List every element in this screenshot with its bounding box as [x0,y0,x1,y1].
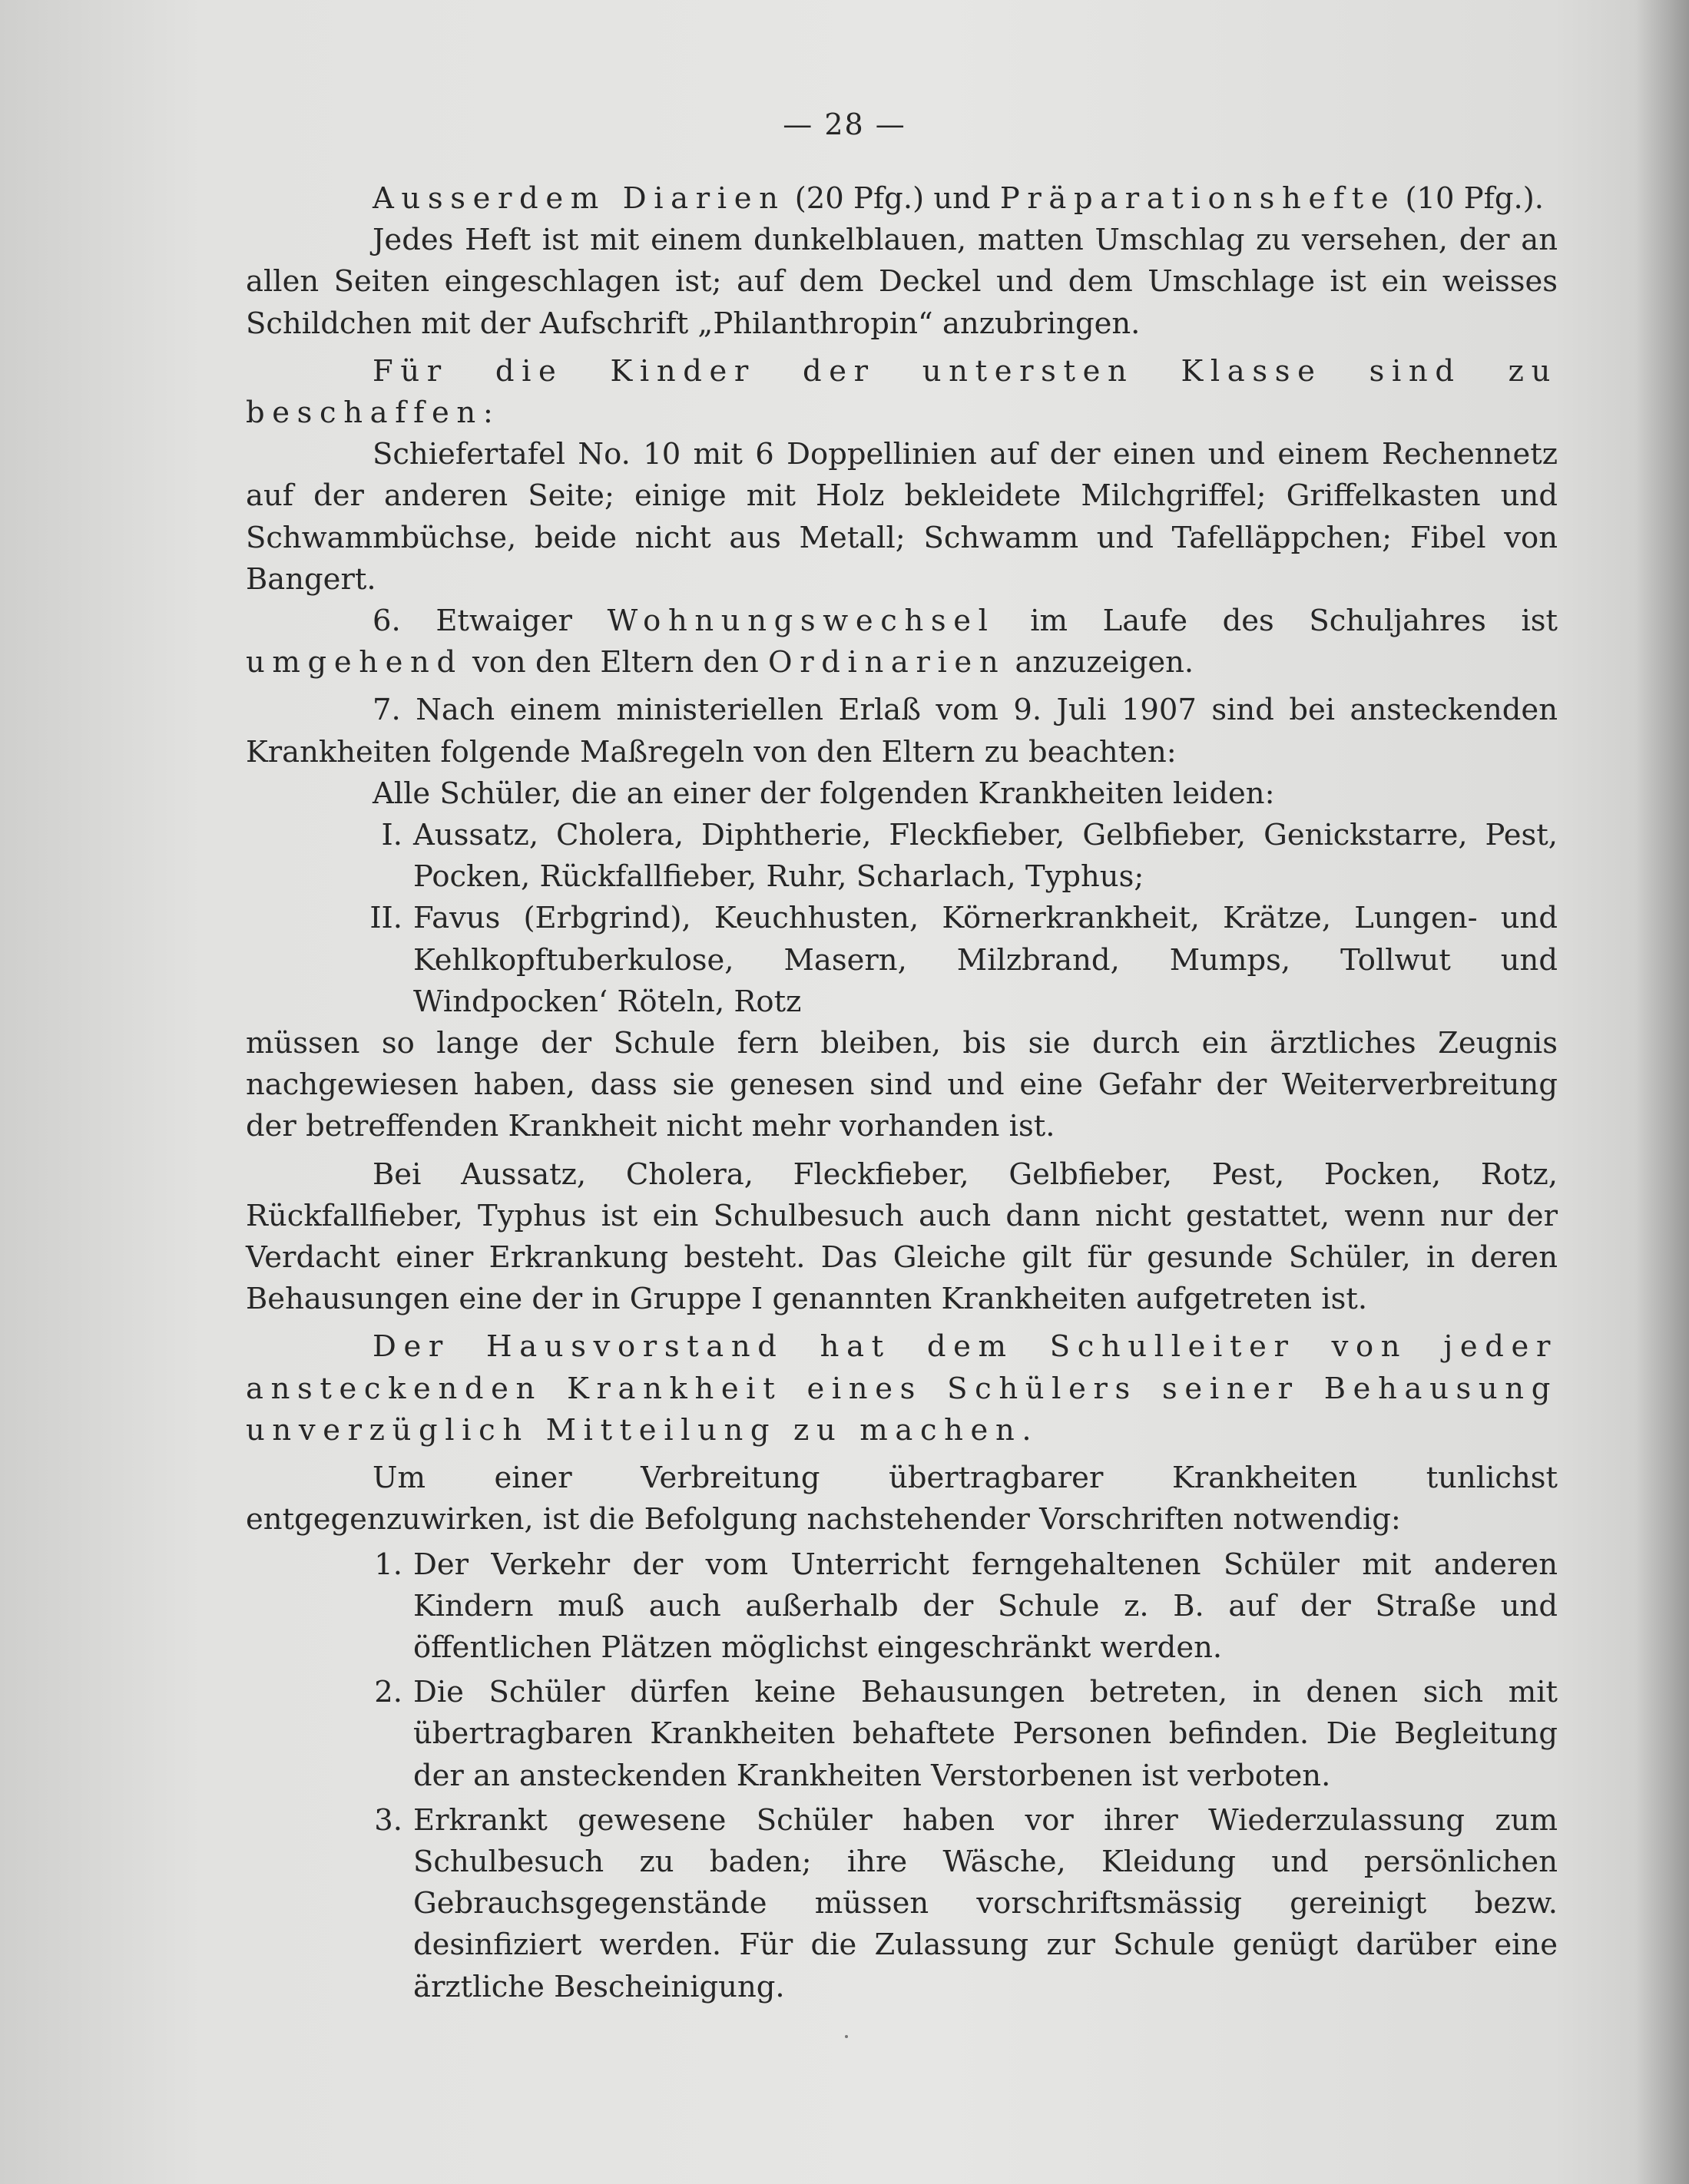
p6-part-a: 6. Etwaiger [373,604,608,639]
materials-price-1: (20 Pfg.) und [785,181,1000,216]
paragraph-verbreitung: Um einer Verbreitung übertragbarer Krankheiten tunlichst entgegenzuwirken, ist die Befolgung nachstehender Vorschriften notwendig: [246,1461,1558,1537]
group-2-text: Favus (Erbgrind), Keuchhusten, Körnerkrankheit, Krätze, Lungen- und Kehlkopftuberkulose, Masern, Milzbrand, Mumps, Tollwut und Windpocken‘ Röteln, Rotz [413,901,1558,1019]
paragraph-hausvorstand: Der Hausvorstand hat dem Schulleiter von jeder ansteckenden Krankheit eines Schülers seiner Behausung unverzüglich Mitteilung zu machen. [246,1329,1558,1448]
rule-2-text: Die Schüler dürfen keine Behausungen betreten, in denen sich mit übertragbaren Krankheiten behaftete Personen befinden. Die Begleitung der an ansteckenden Krankheiten Verstorbenen ist verboten. [413,1675,1558,1793]
p6-part-c: im Laufe des Schuljahres ist [995,604,1558,639]
rule-item [246,1544,1558,1669]
ink-speck [845,2035,848,2038]
paragraph-alle-schueler: Alle Schüler, die an einer der folgenden Krankheiten leiden: [373,776,1275,811]
page-number: — 28 — [783,108,906,141]
rule-3-text: Erkrankt gewesene Schüler haben vor ihrer Wiederzulassung zum Schulbesuch zu baden; ihre Wäsche, Kleidung und persönlichen Gebrauchsgegenstände müssen vorschriftsmässig gereinigt bezw. desinfiziert werden. Für die Zulassung zur Schule genügt darüber eine ärztliche Bescheinigung. [413,1802,1558,2004]
paragraph-schiefertafel: Schiefertafel No. 10 mit 6 Doppellinien auf der einen und einem Rechennetz auf der anderen Seite; einige mit Holz bekleidete Milchgriffel; Griffelkasten und Schwammbüchse, beide nicht aus Metall; Schwamm und Tafelläppchen; Fibel von Bangert. [246,437,1558,597]
heading-kinder: Für die Kinder der untersten Klasse sind zu beschaffen: [246,353,1558,431]
rule-1-text: Der Verkehr der vom Unterricht ferngehaltenen Schüler mit anderen Kindern muß auch außerhalb der Schule z. B. auf der Straße und öffentlichen Plätzen möglichst eingeschränkt werden. [413,1547,1558,1665]
materials-price-2: (10 Pfg.). [1396,181,1545,216]
rule-item [246,1672,1558,1797]
p6-emph-ordinarien: Ordinarien [768,645,1006,680]
rule-item [246,1800,1558,2008]
paragraph-6-wohnungswechsel [246,601,1558,683]
materials-label-diarien: Ausserdem Diarien [373,181,786,216]
p6-part-g: anzuzeigen. [1005,645,1194,680]
paragraph-muessen: müssen so lange der Schule fern bleiben, bis sie durch ein ärztliches Zeugnis nachgewiesen haben, dass sie genesen sind und eine Gefahr der Weiterverbreitung der betreffenden Krankheit nicht mehr vorhanden ist. [246,1026,1558,1144]
group-2-label: II. [369,901,402,936]
materials-line [246,178,1558,220]
materials-label-praeparation: Präparationshefte [999,181,1396,216]
disease-group-1 [246,815,1558,898]
page-edge-shadow [1635,0,1689,2184]
paragraph-7-erlass: 7. Nach einem ministeriellen Erlaß vom 9. Juli 1907 sind bei ansteckenden Krankheiten folgende Maßregeln von den Eltern zu beachten: [246,693,1558,769]
paragraph-heft: Jedes Heft ist mit einem dunkelblauen, matten Umschlag zu versehen, der an allen Seiten eingeschlagen ist; auf dem Deckel und dem Umschlage ist ein weisses Schildchen mit der Aufschrift „Philanthropin“ anzubringen. [246,223,1558,341]
group-1-text: Aussatz, Cholera, Diphtherie, Fleckfieber, Gelbfieber, Genickstarre, Pest, Pocken, Rückfallfieber, Ruhr, Scharlach, Typhus; [413,818,1558,895]
group-1-label: I. [381,818,402,853]
rule-1-label: 1. [374,1547,402,1582]
p6-emph-umgehend: umgehend [246,645,463,680]
disease-group-2 [246,898,1558,1023]
rule-3-label: 3. [374,1802,402,1838]
document-body [246,178,1558,2008]
p6-emph-wohnungswechsel: Wohnungswechsel [607,604,995,639]
p6-part-e: von den Eltern den [462,645,769,680]
paragraph-aussatz: Bei Aussatz, Cholera, Fleckfieber, Gelbfieber, Pest, Pocken, Rotz, Rückfallfieber, Typhus ist ein Schulbesuch auch dann nicht gestattet, wenn nur der Verdacht einer Erkrankung besteht. Das Gleiche gilt für gesunde Schüler, in deren Behausungen eine der in Gruppe I genannten Krankheiten aufgetreten ist. [246,1157,1558,1317]
rule-2-label: 2. [374,1675,402,1710]
